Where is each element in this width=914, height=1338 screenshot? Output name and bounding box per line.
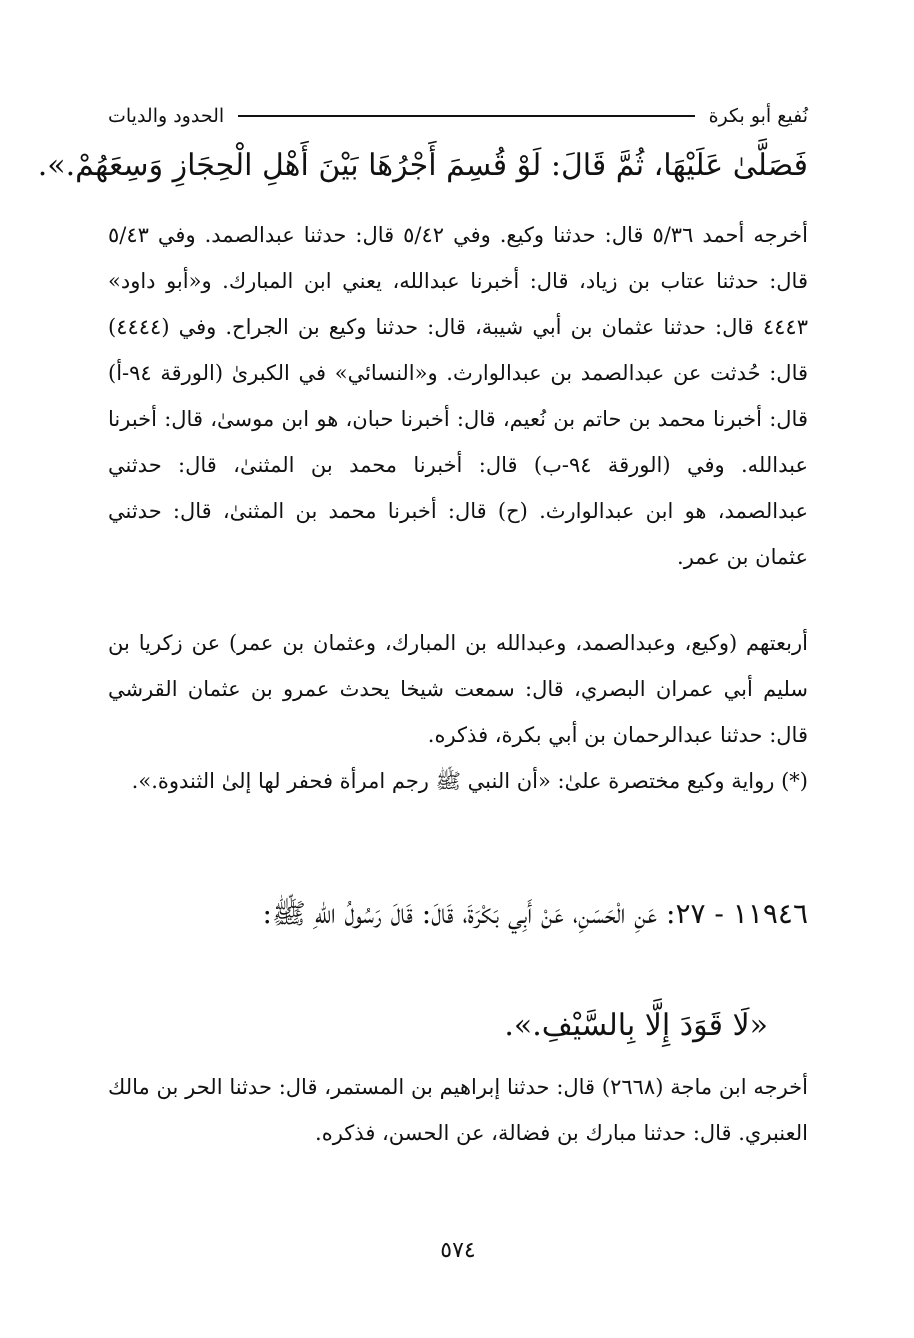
isnad-summary-paragraph: أربعتهم (وكيع، وعبدالصمد، وعبدالله بن المبارك، وعثمان بن عمر) عن زكريا بن سليم أبي عمران البصري، قال: سمعت شيخا يحدث عمرو بن عثمان القرشي قال: حدثنا عبدالرحمان بن أبي بكرة، فذكره. bbox=[108, 631, 808, 747]
running-header bbox=[108, 96, 808, 136]
header-rule bbox=[238, 115, 694, 117]
page-number: ٥٧٤ bbox=[440, 1238, 476, 1263]
takhrij-paragraph-1: أخرجه أحمد ٥/٣٦ قال: حدثنا وكيع. وفي ٥/٤٢ قال: حدثنا عبدالصمد. وفي ٥/٤٣ قال: حدثنا عتاب بن زياد، قال: أخبرنا عبدالله، يعني ابن المبارك. و«أبو داود» ٤٤٤٣ قال: حدثنا عثمان بن أبي شيبة، قال: حدثنا وكيع بن الجراح. وفي (٤٤٤٤) قال: حُدثت عن عبدالصمد بن عبدالوارث. و«النسائي» في الكبرىٰ (الورقة ٩٤-أ) قال: أخبرنا محمد بن حاتم بن نُعيم، قال: أخبرنا حبان، هو ابن موسىٰ، قال: أخبرنا عبدالله. وفي (الورقة ٩٤-ب) قال: أخبرنا محمد بن المثنىٰ، قال: حدثني عبدالصمد، هو ابن عبدالوارث. (ح) قال: أخبرنا محمد بن المثنىٰ، قال: حدثني عثمان بن عمر. bbox=[108, 223, 808, 569]
footnote-paragraph: (*) رواية وكيع مختصرة علىٰ: «أن النبي ﷺ رجم امرأة فحفر لها إلىٰ الثندوة.». bbox=[131, 769, 808, 793]
hadith-takhrij-paragraph: أخرجه ابن ماجة (٢٦٦٨) قال: حدثنا إبراهيم بن المستمر، قال: حدثنا الحر بن مالك العنبري. قال: حدثنا مبارك بن فضالة، عن الحسن، فذكره. bbox=[108, 1075, 808, 1145]
quote-continuation: فَصَلَّىٰ عَلَيْهَا، ثُمَّ قَالَ: لَوْ قُسِمَ أَجْرُهَا بَيْنَ أَهْلِ الْحِجَازِ وَسِعَهُمْ.». bbox=[37, 148, 808, 183]
chapter-title: نُفيع أبو بكرة bbox=[708, 105, 808, 127]
book-page bbox=[37, 96, 808, 1316]
hadith-heading: ١١٩٤٦ - ٢٧: عَنِ الْحَسَنِ، عَنْ أَبِي بَكْرَةَ، قَالَ: قَالَ رَسُولُ اللهِ ﷺ: bbox=[262, 897, 808, 930]
section-title: الحدود والديات bbox=[108, 105, 225, 127]
hadith-text: «لَا قَوَدَ إِلَّا بِالسَّيْفِ.». bbox=[504, 1008, 768, 1043]
